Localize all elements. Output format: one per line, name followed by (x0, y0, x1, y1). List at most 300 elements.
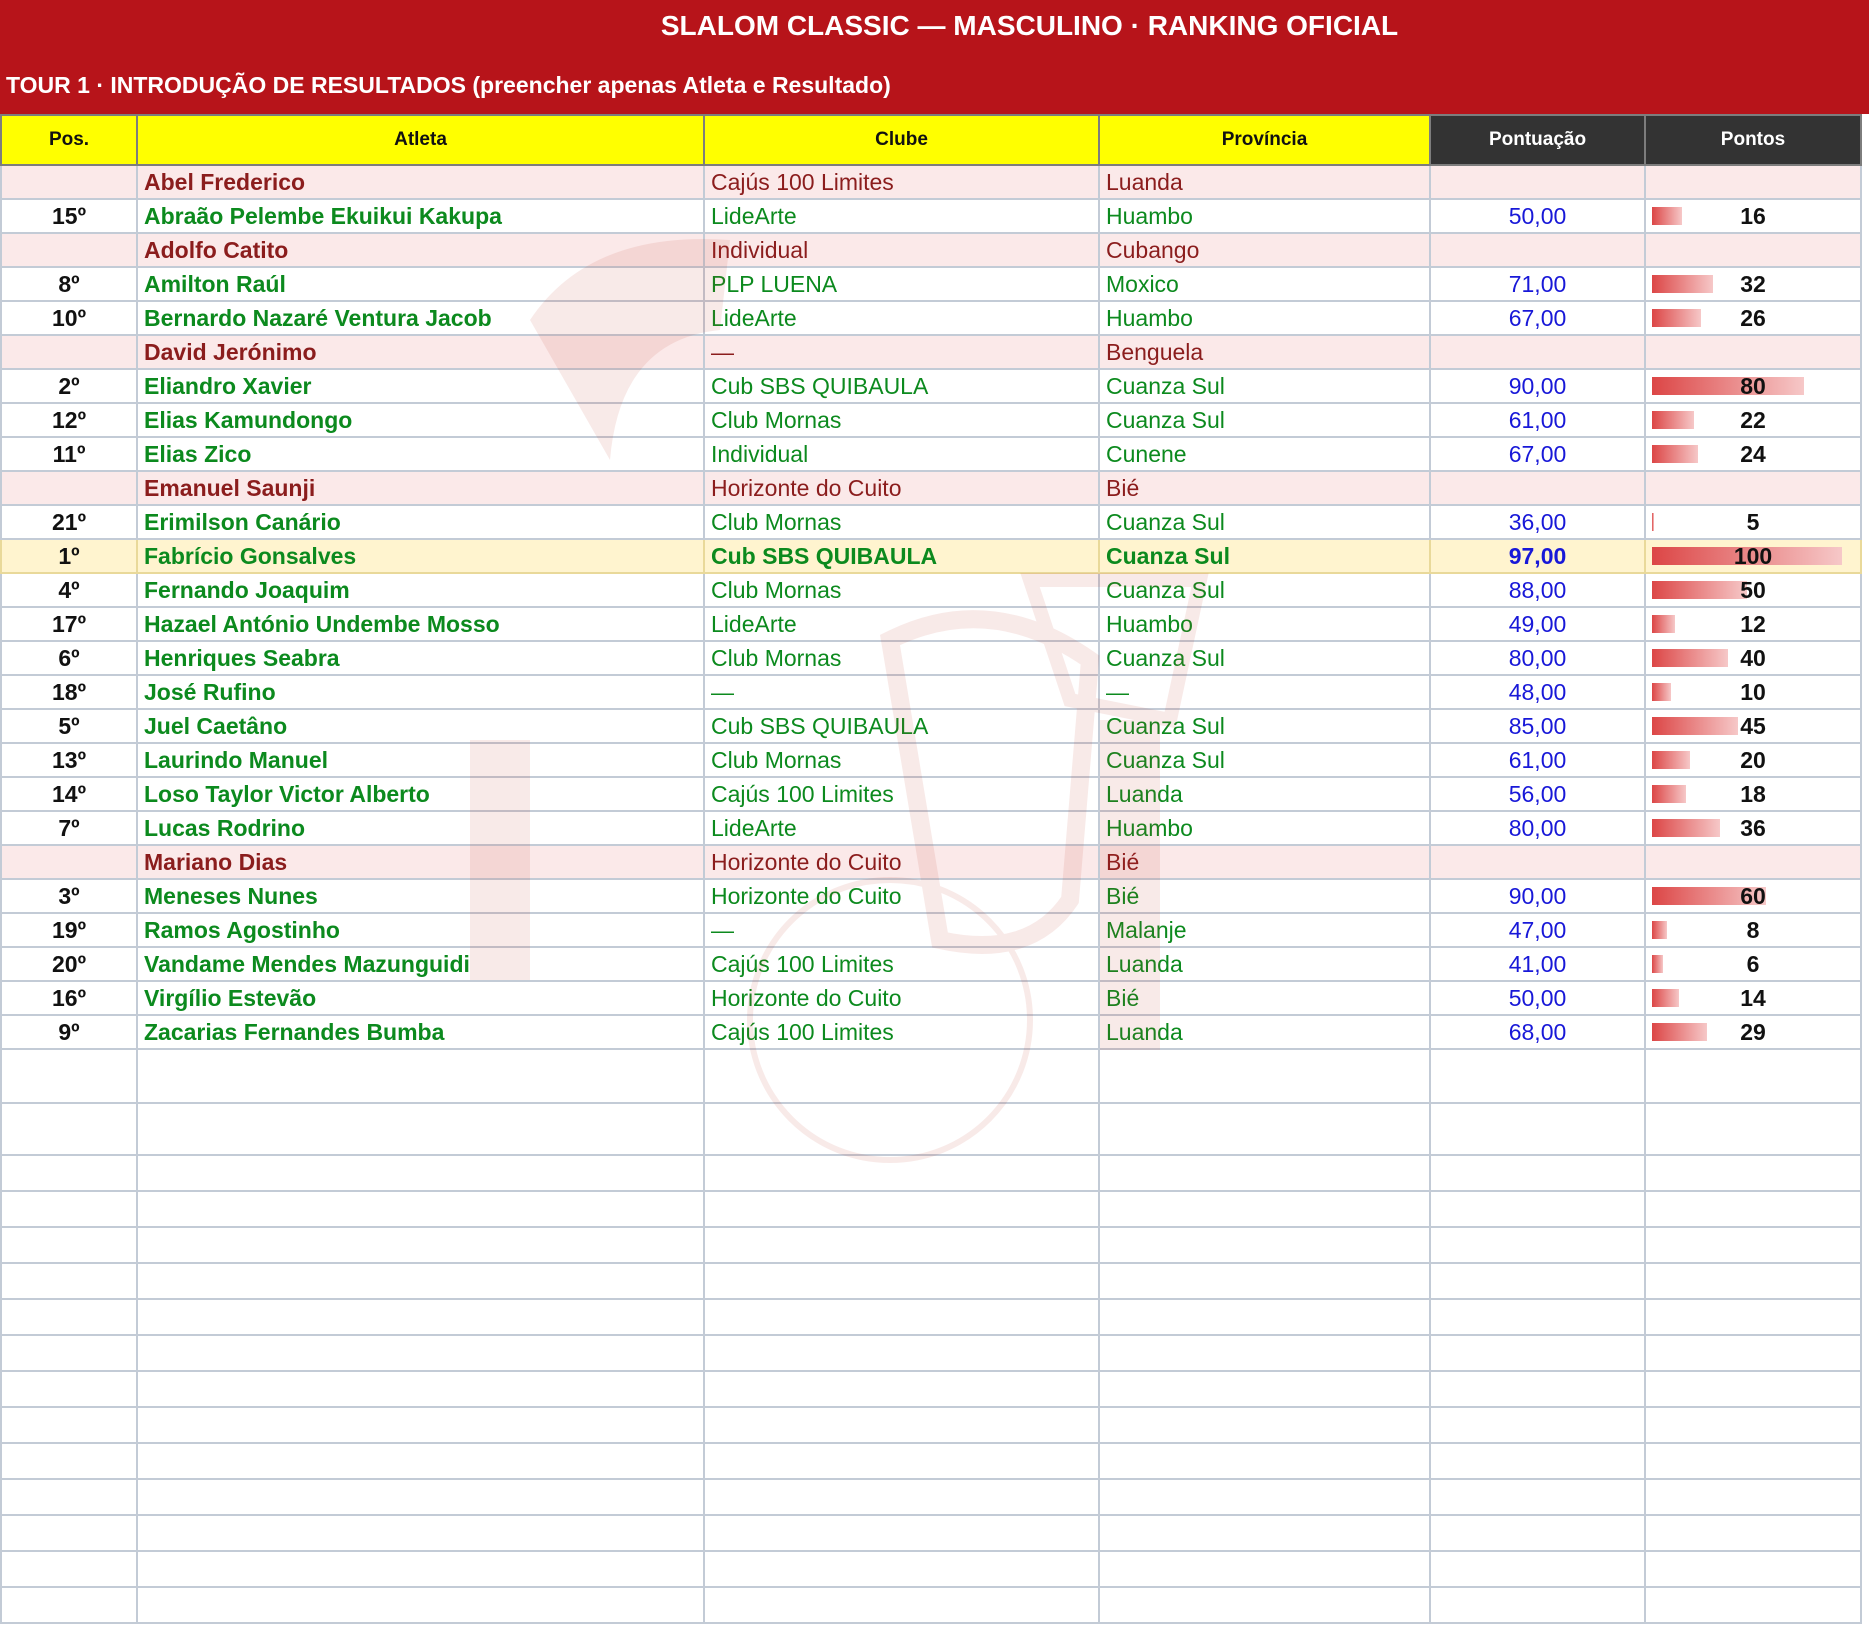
empty-row (1, 1515, 1861, 1551)
position-cell[interactable]: 16º (1, 981, 137, 1015)
club-cell[interactable]: Cub SBS QUIBAULA (704, 539, 1099, 573)
score-cell[interactable]: 80,00 (1430, 641, 1645, 675)
empty-cell[interactable] (704, 1103, 1099, 1155)
points-value: 32 (1740, 270, 1766, 297)
table-row (1, 403, 1861, 437)
empty-cell[interactable] (137, 1103, 704, 1155)
athlete-cell[interactable]: Erimilson Canário (137, 505, 704, 539)
empty-cell[interactable] (1430, 1443, 1645, 1479)
points-value: 8 (1746, 916, 1760, 943)
club-cell[interactable]: Individual (704, 233, 1099, 267)
empty-cell[interactable] (1099, 1587, 1430, 1623)
score-cell[interactable]: 90,00 (1430, 369, 1645, 403)
club-cell[interactable]: Horizonte do Cuito (704, 879, 1099, 913)
score-cell[interactable]: 97,00 (1430, 539, 1645, 573)
empty-cell[interactable] (1645, 1407, 1861, 1443)
empty-cell[interactable] (137, 1551, 704, 1587)
points-value: 18 (1740, 780, 1766, 807)
athlete-cell[interactable]: Bernardo Nazaré Ventura Jacob (137, 301, 704, 335)
score-cell[interactable]: 56,00 (1430, 777, 1645, 811)
empty-cell[interactable] (1645, 1103, 1861, 1155)
club-cell[interactable]: Club Mornas (704, 573, 1099, 607)
score-cell[interactable]: 88,00 (1430, 573, 1645, 607)
empty-row (1, 1191, 1861, 1227)
column-header-club[interactable]: Clube (704, 115, 1099, 165)
empty-cell[interactable] (1099, 1263, 1430, 1299)
points-cell[interactable] (1645, 573, 1861, 607)
athlete-cell[interactable]: Meneses Nunes (137, 879, 704, 913)
club-cell[interactable]: Horizonte do Cuito (704, 845, 1099, 879)
empty-cell[interactable] (704, 1371, 1099, 1407)
club-cell[interactable]: — (704, 675, 1099, 709)
points-value: 26 (1740, 304, 1766, 331)
athlete-cell[interactable]: Zacarias Fernandes Bumba (137, 1015, 704, 1049)
empty-cell[interactable] (1430, 1515, 1645, 1551)
empty-cell[interactable] (1099, 1335, 1430, 1371)
position-cell[interactable]: 21º (1, 505, 137, 539)
position-cell[interactable]: 19º (1, 913, 137, 947)
province-cell[interactable]: Malanje (1099, 913, 1430, 947)
points-value: 12 (1740, 610, 1766, 637)
position-cell[interactable]: 7º (1, 811, 137, 845)
points-cell[interactable] (1645, 199, 1861, 233)
club-cell[interactable]: Club Mornas (704, 641, 1099, 675)
score-cell[interactable]: 85,00 (1430, 709, 1645, 743)
empty-cell[interactable] (1645, 1263, 1861, 1299)
points-cell[interactable] (1645, 675, 1861, 709)
province-cell[interactable]: Luanda (1099, 947, 1430, 981)
athlete-cell[interactable]: Fabrício Gonsalves (137, 539, 704, 573)
points-value: 50 (1740, 576, 1766, 603)
position-cell[interactable]: 18º (1, 675, 137, 709)
empty-cell[interactable] (1645, 1587, 1861, 1623)
position-cell[interactable]: 8º (1, 267, 137, 301)
position-cell[interactable]: 11º (1, 437, 137, 471)
points-cell[interactable] (1645, 777, 1861, 811)
empty-cell[interactable] (1430, 1263, 1645, 1299)
empty-cell[interactable] (1, 1479, 137, 1515)
empty-cell[interactable] (704, 1587, 1099, 1623)
province-cell[interactable]: Luanda (1099, 165, 1430, 199)
empty-cell[interactable] (1, 1227, 137, 1263)
empty-cell[interactable] (137, 1371, 704, 1407)
province-cell[interactable]: Cuanza Sul (1099, 709, 1430, 743)
province-cell[interactable]: Luanda (1099, 1015, 1430, 1049)
empty-cell[interactable] (1099, 1049, 1430, 1103)
empty-cell[interactable] (1430, 1551, 1645, 1587)
club-cell[interactable]: — (704, 335, 1099, 369)
points-cell[interactable] (1645, 165, 1861, 199)
empty-cell[interactable] (1, 1335, 137, 1371)
column-header-province[interactable]: Província (1099, 115, 1430, 165)
points-data-bar (1652, 615, 1675, 633)
empty-cell[interactable] (137, 1515, 704, 1551)
position-cell[interactable] (1, 233, 137, 267)
empty-cell[interactable] (1, 1407, 137, 1443)
athlete-cell[interactable]: Juel Caetâno (137, 709, 704, 743)
points-cell[interactable] (1645, 403, 1861, 437)
position-cell[interactable]: 3º (1, 879, 137, 913)
position-cell[interactable] (1, 165, 137, 199)
empty-cell[interactable] (1, 1049, 137, 1103)
empty-cell[interactable] (1099, 1155, 1430, 1191)
table-row (1, 1015, 1861, 1049)
empty-cell[interactable] (1099, 1443, 1430, 1479)
empty-cell[interactable] (1, 1587, 137, 1623)
club-cell[interactable]: — (704, 913, 1099, 947)
club-cell[interactable]: Club Mornas (704, 403, 1099, 437)
empty-cell[interactable] (1430, 1049, 1645, 1103)
empty-cell[interactable] (1, 1155, 137, 1191)
table-row (1, 709, 1861, 743)
position-cell[interactable]: 10º (1, 301, 137, 335)
empty-cell[interactable] (137, 1191, 704, 1227)
empty-cell[interactable] (1099, 1515, 1430, 1551)
points-cell[interactable] (1645, 913, 1861, 947)
province-cell[interactable]: Luanda (1099, 777, 1430, 811)
club-cell[interactable]: Cajús 100 Limites (704, 165, 1099, 199)
points-cell[interactable] (1645, 233, 1861, 267)
empty-cell[interactable] (137, 1335, 704, 1371)
province-cell[interactable]: Bié (1099, 471, 1430, 505)
empty-cell[interactable] (1099, 1227, 1430, 1263)
province-cell[interactable]: Cuanza Sul (1099, 539, 1430, 573)
points-cell[interactable] (1645, 369, 1861, 403)
empty-cell[interactable] (1, 1371, 137, 1407)
position-cell[interactable]: 2º (1, 369, 137, 403)
table-row (1, 641, 1861, 675)
empty-cell[interactable] (1, 1103, 137, 1155)
empty-cell[interactable] (704, 1407, 1099, 1443)
points-data-bar (1652, 411, 1694, 429)
points-value: 20 (1740, 746, 1766, 773)
empty-cell[interactable] (1430, 1227, 1645, 1263)
empty-cell[interactable] (704, 1551, 1099, 1587)
points-data-bar (1652, 989, 1679, 1007)
empty-cell[interactable] (1645, 1049, 1861, 1103)
sheet-subtitle: TOUR 1 · INTRODUÇÃO DE RESULTADOS (preencher apenas Atleta e Resultado) (6, 72, 891, 98)
athlete-cell[interactable]: Ramos Agostinho (137, 913, 704, 947)
empty-cell[interactable] (704, 1155, 1099, 1191)
column-header-athlete[interactable]: Atleta (137, 115, 704, 165)
empty-cell[interactable] (1, 1443, 137, 1479)
athlete-cell[interactable]: Mariano Dias (137, 845, 704, 879)
club-cell[interactable]: LideArte (704, 199, 1099, 233)
table-row (1, 165, 1861, 199)
empty-cell[interactable] (137, 1587, 704, 1623)
empty-cell[interactable] (137, 1049, 704, 1103)
empty-cell[interactable] (137, 1227, 704, 1263)
empty-cell[interactable] (1430, 1335, 1645, 1371)
points-cell[interactable] (1645, 335, 1861, 369)
province-cell[interactable]: Cuanza Sul (1099, 641, 1430, 675)
score-cell[interactable] (1430, 233, 1645, 267)
athlete-cell[interactable]: Adolfo Catito (137, 233, 704, 267)
province-cell[interactable]: Benguela (1099, 335, 1430, 369)
score-cell[interactable] (1430, 335, 1645, 369)
score-cell[interactable] (1430, 471, 1645, 505)
points-cell[interactable] (1645, 811, 1861, 845)
empty-cell[interactable] (1645, 1443, 1861, 1479)
club-cell[interactable]: LideArte (704, 811, 1099, 845)
position-cell[interactable]: 9º (1, 1015, 137, 1049)
athlete-cell[interactable]: David Jerónimo (137, 335, 704, 369)
club-cell[interactable]: Cajús 100 Limites (704, 947, 1099, 981)
empty-row (1, 1227, 1861, 1263)
position-cell[interactable]: 13º (1, 743, 137, 777)
athlete-cell[interactable]: Abraão Pelembe Ekuikui Kakupa (137, 199, 704, 233)
position-cell[interactable]: 12º (1, 403, 137, 437)
points-cell[interactable] (1645, 709, 1861, 743)
table-row (1, 267, 1861, 301)
position-cell[interactable]: 5º (1, 709, 137, 743)
points-value: 10 (1740, 678, 1766, 705)
empty-cell[interactable] (1099, 1191, 1430, 1227)
score-cell[interactable]: 50,00 (1430, 981, 1645, 1015)
province-cell[interactable]: Cuanza Sul (1099, 573, 1430, 607)
club-cell[interactable]: LideArte (704, 607, 1099, 641)
club-cell[interactable]: LideArte (704, 301, 1099, 335)
points-cell[interactable] (1645, 471, 1861, 505)
points-cell[interactable] (1645, 641, 1861, 675)
province-cell[interactable]: Huambo (1099, 301, 1430, 335)
province-cell[interactable]: Bié (1099, 879, 1430, 913)
points-data-bar (1652, 207, 1682, 225)
athlete-cell[interactable]: Amilton Raúl (137, 267, 704, 301)
empty-cell[interactable] (1, 1299, 137, 1335)
position-cell[interactable] (1, 845, 137, 879)
empty-cell[interactable] (137, 1155, 704, 1191)
athlete-cell[interactable]: Emanuel Saunji (137, 471, 704, 505)
empty-cell[interactable] (704, 1515, 1099, 1551)
empty-row (1, 1443, 1861, 1479)
score-cell[interactable] (1430, 845, 1645, 879)
province-cell[interactable]: Cubango (1099, 233, 1430, 267)
empty-cell[interactable] (1430, 1299, 1645, 1335)
empty-cell[interactable] (1, 1515, 137, 1551)
points-value: 24 (1740, 440, 1766, 467)
empty-cell[interactable] (1099, 1407, 1430, 1443)
score-cell[interactable]: 71,00 (1430, 267, 1645, 301)
empty-cell[interactable] (1645, 1479, 1861, 1515)
position-cell[interactable]: 4º (1, 573, 137, 607)
table-row (1, 981, 1861, 1015)
empty-cell[interactable] (1430, 1407, 1645, 1443)
province-cell[interactable]: Cuanza Sul (1099, 743, 1430, 777)
points-cell[interactable] (1645, 607, 1861, 641)
club-cell[interactable]: PLP LUENA (704, 267, 1099, 301)
position-cell[interactable]: 15º (1, 199, 137, 233)
empty-cell[interactable] (1645, 1551, 1861, 1587)
empty-cell[interactable] (1645, 1155, 1861, 1191)
points-value: 5 (1746, 508, 1760, 535)
empty-cell[interactable] (1, 1551, 137, 1587)
empty-cell[interactable] (1099, 1479, 1430, 1515)
score-cell[interactable]: 41,00 (1430, 947, 1645, 981)
column-header-score[interactable]: Pontuação (1430, 115, 1645, 165)
position-cell[interactable] (1, 471, 137, 505)
empty-cell[interactable] (1, 1263, 137, 1299)
athlete-cell[interactable]: Laurindo Manuel (137, 743, 704, 777)
empty-cell[interactable] (1645, 1227, 1861, 1263)
province-cell[interactable]: Bié (1099, 981, 1430, 1015)
empty-row (1, 1371, 1861, 1407)
column-header-pos[interactable]: Pos. (1, 115, 137, 165)
points-data-bar (1652, 581, 1747, 599)
empty-row (1, 1299, 1861, 1335)
points-cell[interactable] (1645, 845, 1861, 879)
score-cell[interactable]: 90,00 (1430, 879, 1645, 913)
points-cell[interactable] (1645, 301, 1861, 335)
province-cell[interactable]: Bié (1099, 845, 1430, 879)
table-row (1, 471, 1861, 505)
score-cell[interactable]: 67,00 (1430, 437, 1645, 471)
position-cell[interactable] (1, 335, 137, 369)
club-cell[interactable]: Club Mornas (704, 743, 1099, 777)
empty-cell[interactable] (704, 1335, 1099, 1371)
score-cell[interactable]: 47,00 (1430, 913, 1645, 947)
province-cell[interactable]: Cuanza Sul (1099, 403, 1430, 437)
score-cell[interactable]: 61,00 (1430, 743, 1645, 777)
score-cell[interactable]: 67,00 (1430, 301, 1645, 335)
empty-cell[interactable] (704, 1443, 1099, 1479)
points-data-bar (1652, 819, 1720, 837)
empty-cell[interactable] (1645, 1299, 1861, 1335)
position-cell[interactable]: 14º (1, 777, 137, 811)
province-cell[interactable]: Cuanza Sul (1099, 369, 1430, 403)
empty-cell[interactable] (137, 1299, 704, 1335)
points-cell[interactable] (1645, 505, 1861, 539)
empty-cell[interactable] (1430, 1155, 1645, 1191)
province-cell[interactable]: Huambo (1099, 199, 1430, 233)
province-cell[interactable]: Cuanza Sul (1099, 505, 1430, 539)
score-cell[interactable]: 50,00 (1430, 199, 1645, 233)
points-cell[interactable] (1645, 743, 1861, 777)
points-data-bar (1652, 955, 1663, 973)
empty-cell[interactable] (704, 1191, 1099, 1227)
empty-cell[interactable] (1645, 1335, 1861, 1371)
score-cell[interactable] (1430, 165, 1645, 199)
athlete-cell[interactable]: Virgílio Estevão (137, 981, 704, 1015)
empty-cell[interactable] (1430, 1103, 1645, 1155)
province-cell[interactable]: — (1099, 675, 1430, 709)
empty-cell[interactable] (1, 1191, 137, 1227)
empty-cell[interactable] (137, 1263, 704, 1299)
athlete-cell[interactable]: Abel Frederico (137, 165, 704, 199)
score-cell[interactable]: 48,00 (1430, 675, 1645, 709)
points-data-bar (1652, 785, 1686, 803)
empty-cell[interactable] (1099, 1103, 1430, 1155)
empty-row (1, 1587, 1861, 1623)
score-cell[interactable]: 80,00 (1430, 811, 1645, 845)
points-value: 80 (1740, 372, 1766, 399)
athlete-cell[interactable]: Elias Zico (137, 437, 704, 471)
empty-cell[interactable] (704, 1299, 1099, 1335)
empty-cell[interactable] (1430, 1191, 1645, 1227)
points-cell[interactable] (1645, 947, 1861, 981)
position-cell[interactable]: 1º (1, 539, 137, 573)
table-row (1, 573, 1861, 607)
empty-cell[interactable] (1645, 1515, 1861, 1551)
athlete-cell[interactable]: Vandame Mendes Mazunguidi (137, 947, 704, 981)
empty-row (1, 1263, 1861, 1299)
empty-row (1, 1479, 1861, 1515)
province-cell[interactable]: Huambo (1099, 811, 1430, 845)
club-cell[interactable]: Club Mornas (704, 505, 1099, 539)
points-value: 60 (1740, 882, 1766, 909)
empty-cell[interactable] (137, 1479, 704, 1515)
points-data-bar (1652, 1023, 1707, 1041)
club-cell[interactable]: Cub SBS QUIBAULA (704, 709, 1099, 743)
points-cell[interactable] (1645, 981, 1861, 1015)
position-cell[interactable]: 20º (1, 947, 137, 981)
score-cell[interactable]: 36,00 (1430, 505, 1645, 539)
club-cell[interactable]: Cajús 100 Limites (704, 1015, 1099, 1049)
empty-cell[interactable] (1099, 1371, 1430, 1407)
province-cell[interactable]: Cunene (1099, 437, 1430, 471)
empty-cell[interactable] (1099, 1551, 1430, 1587)
table-row (1, 811, 1861, 845)
table-body (1, 165, 1861, 1623)
club-cell[interactable]: Horizonte do Cuito (704, 471, 1099, 505)
province-cell[interactable]: Moxico (1099, 267, 1430, 301)
club-cell[interactable]: Horizonte do Cuito (704, 981, 1099, 1015)
column-header-points[interactable]: Pontos (1645, 115, 1861, 165)
empty-cell[interactable] (704, 1479, 1099, 1515)
position-cell[interactable]: 6º (1, 641, 137, 675)
athlete-cell[interactable]: Eliandro Xavier (137, 369, 704, 403)
club-cell[interactable]: Individual (704, 437, 1099, 471)
points-cell[interactable] (1645, 437, 1861, 471)
athlete-cell[interactable]: Hazael António Undembe Mosso (137, 607, 704, 641)
table-row (1, 369, 1861, 403)
province-cell[interactable]: Huambo (1099, 607, 1430, 641)
empty-cell[interactable] (1099, 1299, 1430, 1335)
athlete-cell[interactable]: Loso Taylor Victor Alberto (137, 777, 704, 811)
points-value: 100 (1733, 542, 1773, 569)
empty-cell[interactable] (1430, 1371, 1645, 1407)
empty-cell[interactable] (704, 1227, 1099, 1263)
score-cell[interactable]: 49,00 (1430, 607, 1645, 641)
empty-cell[interactable] (1430, 1479, 1645, 1515)
empty-cell[interactable] (704, 1049, 1099, 1103)
athlete-cell[interactable]: Lucas Rodrino (137, 811, 704, 845)
club-cell[interactable]: Cajús 100 Limites (704, 777, 1099, 811)
points-cell[interactable] (1645, 879, 1861, 913)
athlete-cell[interactable]: Elias Kamundongo (137, 403, 704, 437)
points-cell[interactable] (1645, 267, 1861, 301)
position-cell[interactable]: 17º (1, 607, 137, 641)
empty-cell[interactable] (137, 1443, 704, 1479)
club-cell[interactable]: Cub SBS QUIBAULA (704, 369, 1099, 403)
points-cell[interactable] (1645, 1015, 1861, 1049)
athlete-cell[interactable]: Henriques Seabra (137, 641, 704, 675)
score-cell[interactable]: 68,00 (1430, 1015, 1645, 1049)
empty-cell[interactable] (1645, 1371, 1861, 1407)
points-value: 29 (1740, 1018, 1766, 1045)
empty-cell[interactable] (137, 1407, 704, 1443)
points-data-bar (1652, 683, 1671, 701)
athlete-cell[interactable]: José Rufino (137, 675, 704, 709)
score-cell[interactable]: 61,00 (1430, 403, 1645, 437)
athlete-cell[interactable]: Fernando Joaquim (137, 573, 704, 607)
points-cell[interactable] (1645, 539, 1861, 573)
points-data-bar (1652, 649, 1728, 667)
empty-cell[interactable] (1645, 1191, 1861, 1227)
table-row (1, 777, 1861, 811)
empty-cell[interactable] (1430, 1587, 1645, 1623)
empty-cell[interactable] (704, 1263, 1099, 1299)
